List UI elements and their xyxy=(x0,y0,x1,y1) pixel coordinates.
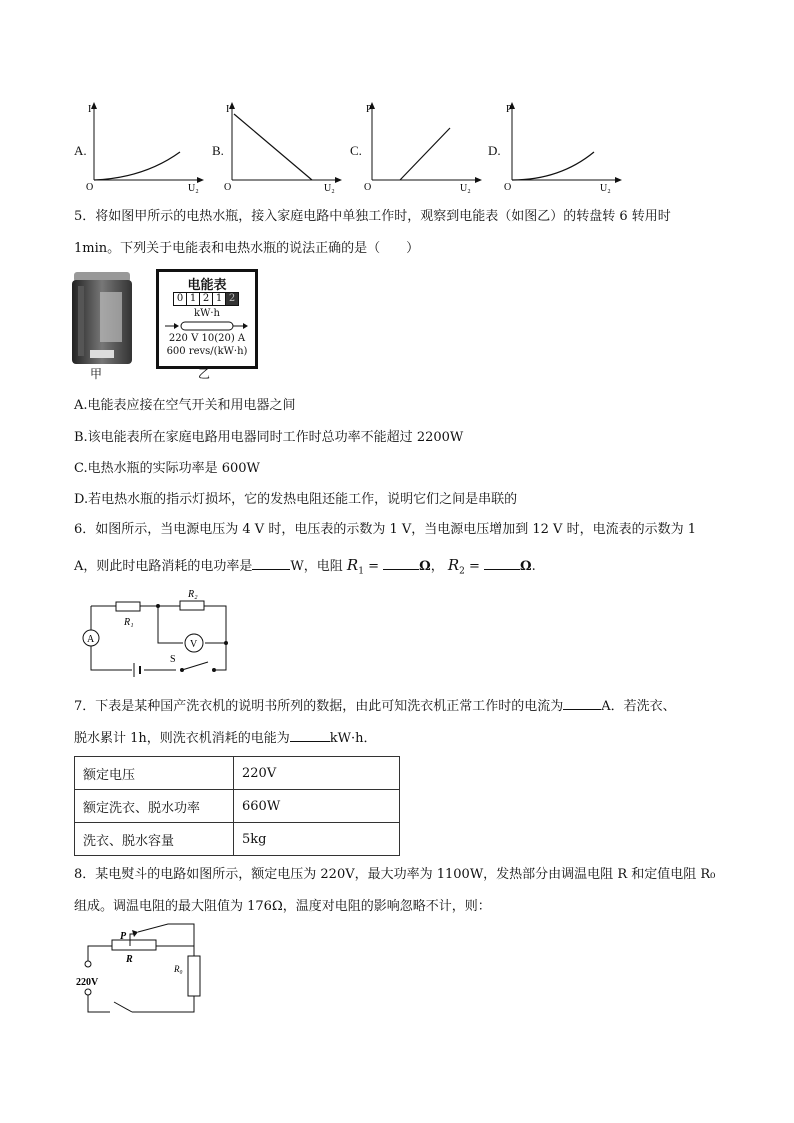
q8-circuit-diagram xyxy=(72,920,208,1018)
graph-d-ylabel: P xyxy=(506,104,512,115)
q6-circuit-r2: R₂ xyxy=(188,589,198,600)
graph-a-curve xyxy=(94,152,180,180)
q8-terminal-bottom xyxy=(85,989,91,995)
graph-options-row xyxy=(70,98,630,194)
water-bottle-illustration xyxy=(70,270,136,366)
q6-ohm1: Ω xyxy=(419,559,431,574)
graph-a-letter: A. xyxy=(74,143,87,158)
q6-text-a: A，则此时电路消耗的电功率是 xyxy=(74,559,253,574)
graph-d-origin: O xyxy=(504,182,512,193)
q6-circuit-ammeter: A xyxy=(87,634,95,645)
q7-text-b: A．若洗衣、 xyxy=(601,699,676,714)
q8-label-r0: R₀ xyxy=(174,964,183,974)
graph-a-xlabel: U₂ xyxy=(188,183,199,194)
graph-b xyxy=(220,98,346,194)
table-cell: 220V xyxy=(234,757,400,790)
meter-title: 电能表 xyxy=(187,278,227,293)
graph-a xyxy=(84,98,210,194)
meter-disc-indicator xyxy=(165,321,249,331)
q7-blank-energy[interactable] xyxy=(290,728,330,742)
meter-revs: 600 revs/(kW·h) xyxy=(166,346,248,357)
graph-c-line xyxy=(400,128,450,180)
q6-blank-r1[interactable] xyxy=(383,556,419,570)
q5-line1: 5．将如图甲所示的电热水瓶，接入家庭电路中单独工作时，观察到电能表（如图乙）的转盘转 6 转用时 xyxy=(74,209,671,224)
graph-b-origin: O xyxy=(224,182,232,193)
q6-r2-sub: 2 xyxy=(459,566,465,577)
meter-digits xyxy=(173,292,239,306)
table-row xyxy=(75,757,400,790)
q7-line2 xyxy=(74,728,377,749)
graph-c-xlabel: U₂ xyxy=(460,183,471,194)
q6-circuit-r1: R₁ xyxy=(124,617,134,628)
q8-label-p: P xyxy=(120,931,127,942)
meter-digit: 2 xyxy=(200,292,213,306)
q5-option-a: A.电能表应接在空气开关和用电器之间 xyxy=(74,398,296,413)
graph-a-origin: O xyxy=(86,182,94,193)
graph-c-letter: C. xyxy=(350,143,362,158)
meter-unit: kW·h xyxy=(194,308,220,319)
q6-line1: 6．如图所示，当电源电压为 4 V 时，电压表的示数为 1 V，当电源电压增加到 12 V 时，电流表的示数为 1 xyxy=(74,522,696,537)
q6-r2-symbol: R xyxy=(447,556,460,574)
label-yi: 乙 xyxy=(198,367,211,381)
q7-blank-current[interactable] xyxy=(563,696,601,710)
q6-ohm2: Ω xyxy=(520,559,532,574)
q6-r1-sub: 1 xyxy=(358,566,364,577)
q8-line1: 8．某电熨斗的电路如图所示，额定电压为 220V，最大功率为 1100W，发热部分由调温电阻 R 和定值电阻 R₀ xyxy=(74,867,716,882)
q6-r1-symbol: R xyxy=(346,556,359,574)
table-cell: 5kg xyxy=(234,823,400,856)
table-cell: 洗衣、脱水容量 xyxy=(75,823,234,856)
graph-d-curve xyxy=(512,152,594,180)
meter-digit-decimal: 2 xyxy=(226,292,239,306)
q8-label-voltage: 220V xyxy=(76,977,99,988)
q7-text-a: 7．下表是某种国产洗衣机的说明书所列的数据，由此可知洗衣机正常工作时的电流为 xyxy=(74,699,564,714)
table-cell: 额定洗衣、脱水功率 xyxy=(75,790,234,823)
q6-circuit-diagram xyxy=(76,586,236,682)
q7-line1 xyxy=(74,696,676,717)
q6-blank-power[interactable] xyxy=(252,556,290,570)
graph-d-xlabel: U₂ xyxy=(600,183,611,194)
graph-c-ylabel: P xyxy=(366,104,372,115)
graph-d xyxy=(502,98,628,194)
graph-b-ylabel: I xyxy=(226,104,230,115)
graph-b-letter: B. xyxy=(212,143,224,158)
label-jia: 甲 xyxy=(90,367,103,381)
meter-digit: 1 xyxy=(187,292,200,306)
graph-b-xlabel: U₂ xyxy=(324,183,335,194)
q6-end: . xyxy=(531,559,536,574)
graph-d-letter: D. xyxy=(488,143,501,158)
q6-blank-r2[interactable] xyxy=(484,556,520,570)
electric-meter xyxy=(156,269,258,369)
q7-text-c: 脱水累计 1h，则洗衣机消耗的电能为 xyxy=(74,731,290,746)
q8-switch xyxy=(114,1002,132,1012)
graph-c xyxy=(362,98,488,194)
q6-circuit-switch: S xyxy=(170,654,176,665)
table-cell: 660W xyxy=(234,790,400,823)
q5-option-d: D.若电热水瓶的指示灯损坏，它的发热电阻还能工作，说明它们之间是串联的 xyxy=(74,492,518,507)
q5-option-c: C.电热水瓶的实际功率是 600W xyxy=(74,461,260,476)
q5-option-b: B.该电能表所在家庭电路用电器同时工作时总功率不能超过 2200W xyxy=(74,430,464,445)
q6-resistor-r2 xyxy=(180,601,204,610)
graph-c-origin: O xyxy=(364,182,372,193)
graph-b-line xyxy=(234,114,312,180)
q6-eq2: = xyxy=(464,559,485,574)
q6-resistor-r1 xyxy=(116,602,140,611)
meter-rating: 220 V 10(20) A xyxy=(168,333,246,344)
meter-digit: 0 xyxy=(173,292,187,306)
table-row xyxy=(75,790,400,823)
q6-sep: ， xyxy=(430,559,444,574)
table-cell: 额定电压 xyxy=(75,757,234,790)
q6-line2 xyxy=(74,555,536,582)
q5-line2: 1min。下列关于电能表和电热水瓶的说法正确的是（ ） xyxy=(74,241,420,256)
q8-label-r: R xyxy=(126,954,133,965)
q6-circuit-voltmeter: V xyxy=(190,639,198,650)
graph-a-ylabel: I xyxy=(88,104,92,115)
table-row xyxy=(75,823,400,856)
q7-text-d: kW·h． xyxy=(329,731,377,746)
q8-rheostat-r xyxy=(112,940,156,950)
q6-eq1: = xyxy=(363,559,384,574)
q8-line2: 组成。调温电阻的最大阻值为 176Ω，温度对电阻的影响忽略不计，则： xyxy=(74,899,491,914)
q8-terminal-top xyxy=(85,961,91,967)
q6-text-b: W，电阻 xyxy=(290,559,343,574)
q7-spec-table xyxy=(74,756,400,856)
q8-resistor-r0 xyxy=(188,956,200,996)
meter-digit: 1 xyxy=(213,292,226,306)
